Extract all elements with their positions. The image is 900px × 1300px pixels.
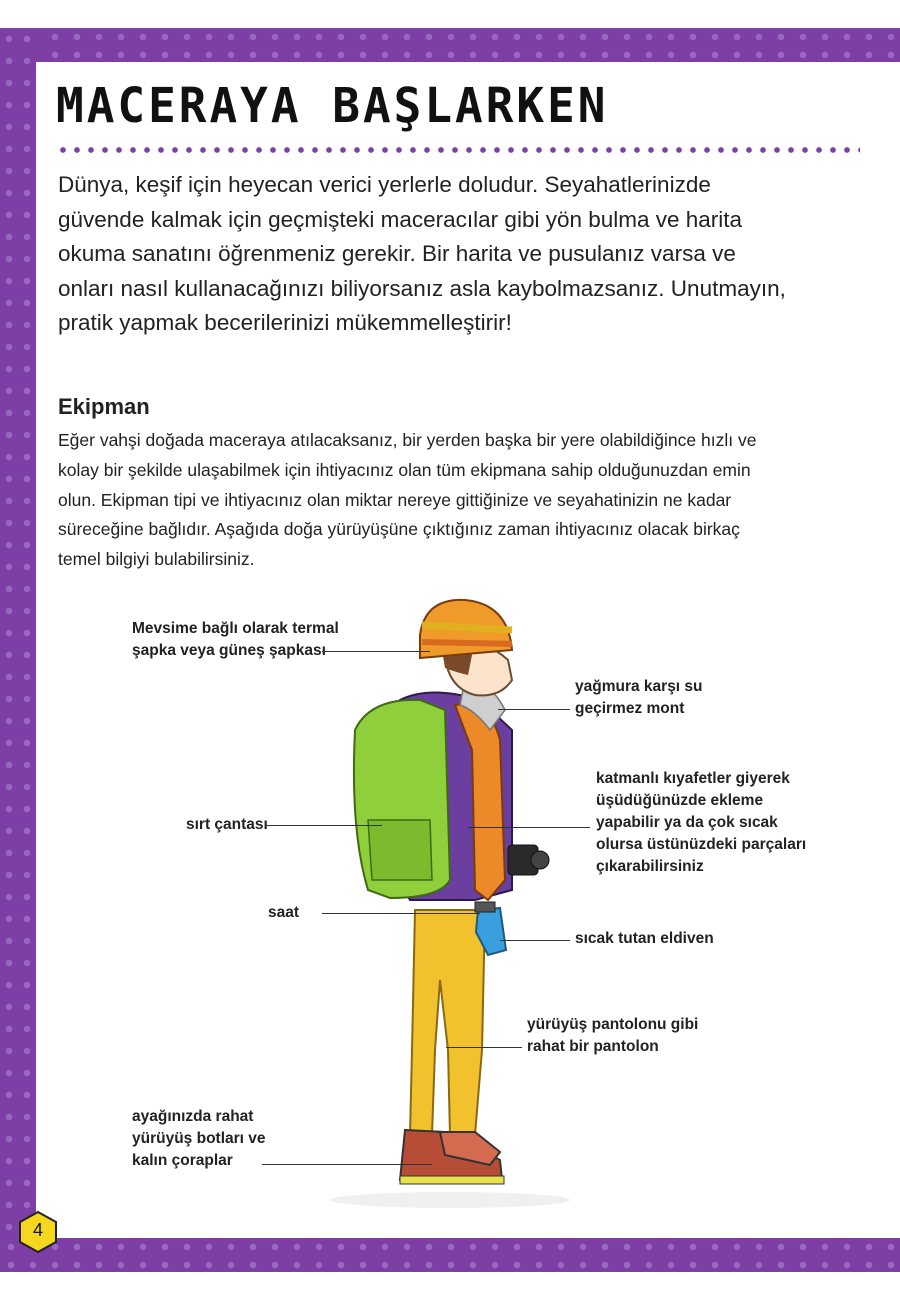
label-layers <box>596 768 806 878</box>
label-line: saat <box>268 904 300 921</box>
decorative-border-top <box>0 28 900 62</box>
label-line: sıcak tutan eldiven <box>575 930 714 947</box>
leader-line-hat <box>322 651 430 652</box>
label-boots <box>132 1106 266 1172</box>
label-trousers <box>527 1014 698 1058</box>
intro-line: güvende kalmak için geçmişteki maceracılar gibi yön bulma ve harita <box>58 206 743 232</box>
body-line: kolay bir şekilde ulaşabilmek için ihtiyacınız olan tüm ekipmana sahip olduğunuzdan emin <box>58 459 751 480</box>
leader-line-backpack <box>266 825 382 826</box>
leader-line-watch <box>322 913 480 914</box>
leader-line-layers <box>468 827 590 828</box>
body-line: süreceğine bağlıdır. Aşağıda doğa yürüyüşüne çıktığınız zaman ihtiyacınız olacak birkaç <box>58 519 740 540</box>
leader-line-jacket <box>498 709 570 710</box>
label-line: ayağınızda rahat <box>132 1108 254 1125</box>
label-line: geçirmez mont <box>575 700 685 717</box>
label-line: şapka veya güneş şapkası <box>132 642 326 659</box>
leader-line-trousers <box>446 1047 522 1048</box>
label-line: rahat bir pantolon <box>527 1038 659 1055</box>
label-line: yürüyüş pantolonu gibi <box>527 1016 699 1033</box>
label-gloves <box>575 928 714 950</box>
label-line: çıkarabilirsiniz <box>596 858 704 875</box>
label-line: olursa üstünüzdeki parçaları <box>596 836 807 853</box>
leader-line-boots <box>262 1164 432 1165</box>
label-line: Mevsime bağlı olarak termal <box>132 620 339 637</box>
label-watch <box>268 902 299 924</box>
intro-line: okuma sanatını öğrenmeniz gerekir. Bir harita ve pusulanız varsa ve <box>58 241 736 266</box>
label-line: sırt çantası <box>186 816 268 833</box>
section-paragraph <box>58 426 858 575</box>
label-line: kalın çoraplar <box>132 1152 233 1169</box>
label-backpack <box>186 814 268 836</box>
label-line: katmanlı kıyafetler giyerek <box>596 770 790 787</box>
intro-line: Dünya, keşif için heyecan verici yerlerle doludur. Seyahatlerinizde <box>58 172 711 197</box>
leader-line-gloves <box>500 940 570 941</box>
label-line: yağmura karşı su <box>575 678 703 695</box>
label-line: yürüyüş botları ve <box>132 1130 266 1147</box>
decorative-border-bottom <box>0 1238 900 1272</box>
label-line: yapabilir ya da çok sıcak <box>596 814 778 831</box>
intro-line: onları nasıl kullanacağınızı biliyorsanız asla kaybolmazsanız. Unutmayın, <box>58 275 786 301</box>
label-hat <box>132 618 339 662</box>
label-jacket <box>575 676 703 720</box>
decorative-border-left <box>0 28 36 1272</box>
intro-line: pratik yapmak becerilerinizi mükemmelleştirir! <box>58 310 512 335</box>
page-title: MACERAYA BAŞLARKEN <box>56 76 609 134</box>
body-line: Eğer vahşi doğada maceraya atılacaksanız, bir yerden başka bir yere olabildiğince hızlı ve <box>58 430 757 450</box>
label-line: üşüdüğünüzde ekleme <box>596 792 764 809</box>
dotted-divider <box>56 146 860 154</box>
intro-paragraph <box>58 168 858 341</box>
page-number: 4 <box>32 1220 43 1240</box>
body-line: olun. Ekipman tipi ve ihtiyacınız olan miktar nereye gittiğinize ve seyahatinizin ne kadar <box>58 489 732 510</box>
body-line: temel bilgiyi bulabilirsiniz. <box>58 549 255 570</box>
section-heading: Ekipman <box>58 394 150 419</box>
